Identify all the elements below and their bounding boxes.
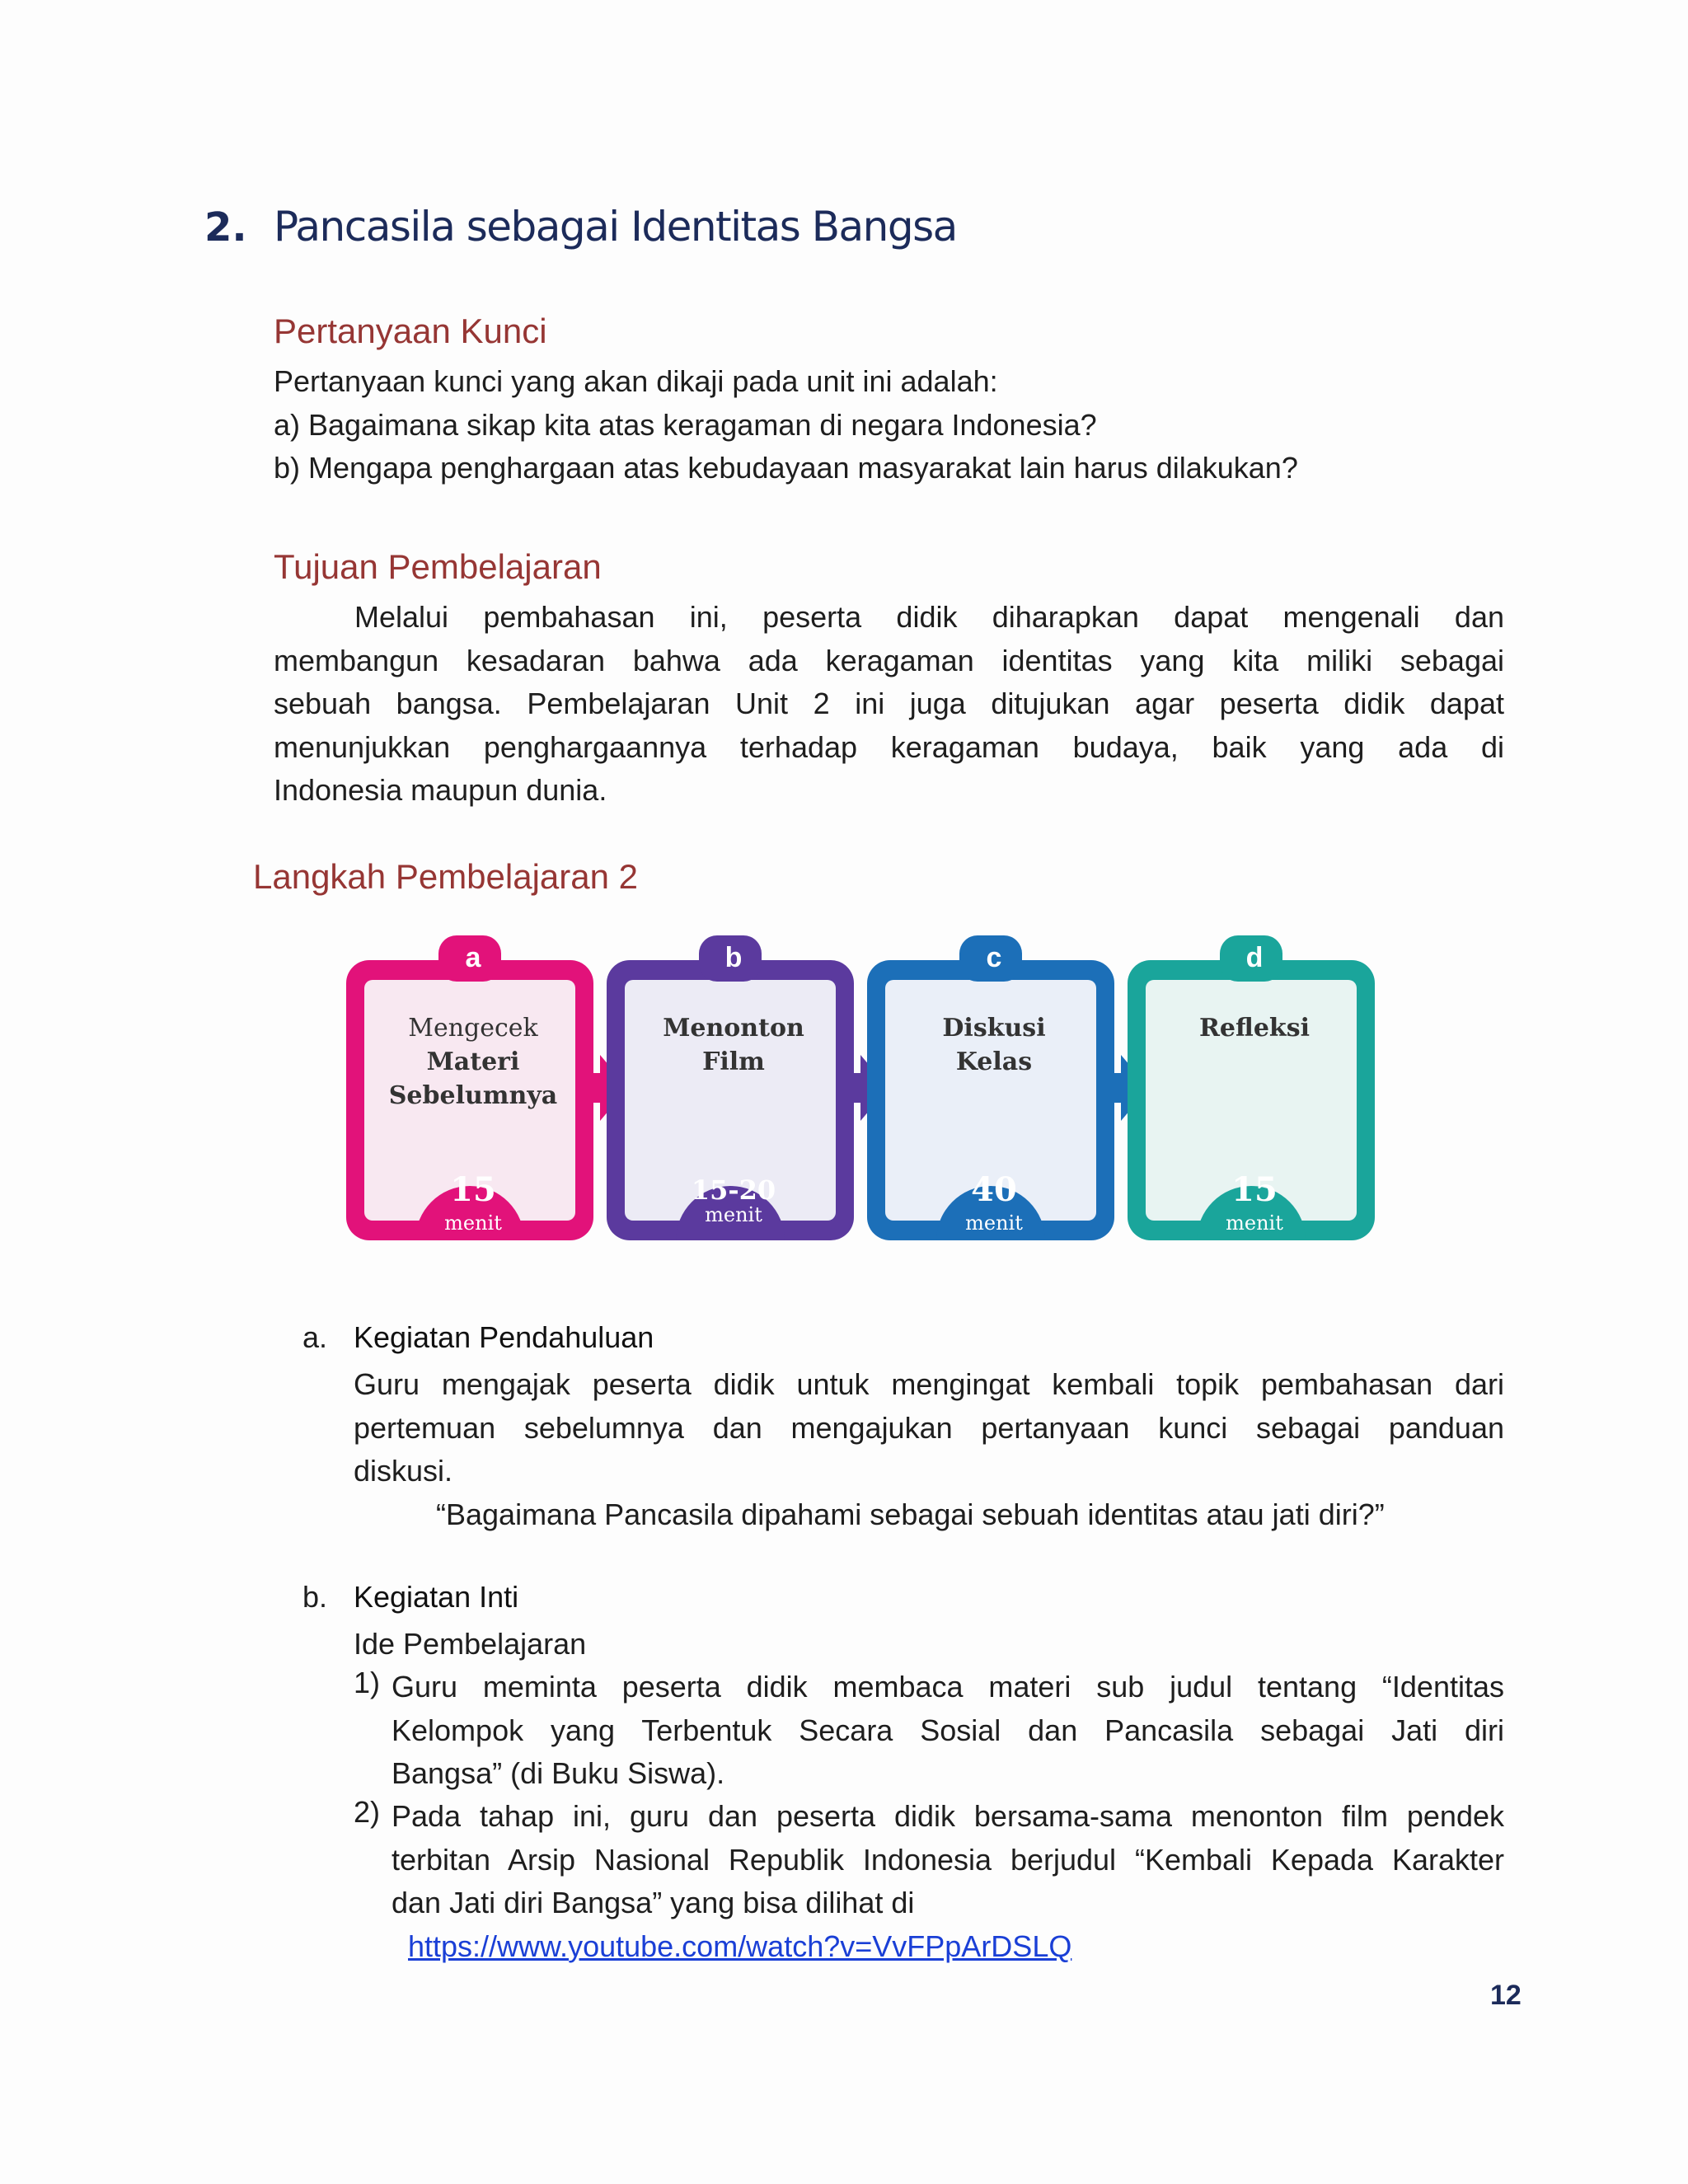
learning-goals-heading: Tujuan Pembelajaran xyxy=(274,547,602,586)
activity-title-a: Kegiatan Pendahuluan xyxy=(354,1320,654,1354)
paragraph-line: terbitan Arsip Nasional Republik Indonesia berjudul “Kembali Kepada Karakter xyxy=(392,1842,1504,1877)
paragraph-line: Kelompok yang Terbentuk Secara Sosial dan Pancasila sebagai Jati diri xyxy=(392,1713,1504,1747)
step-letter-a: a xyxy=(465,942,481,973)
learning-goals-paragraph xyxy=(274,596,1504,813)
step-duration-b: 15-20 xyxy=(691,1174,776,1206)
paragraph-line: Indonesia maupun dunia. xyxy=(274,773,607,807)
paragraph-line: Pada tahap ini, guru dan peserta didik bersama-sama menonton film pendek xyxy=(392,1799,1504,1833)
section-heading xyxy=(204,203,957,251)
key-question-quote: “Bagaimana Pancasila dipahami sebagai sebuah identitas atau jati diri?” xyxy=(436,1497,1385,1531)
activity-title-b: Kegiatan Inti xyxy=(354,1580,519,1614)
item-marker: 2) xyxy=(354,1795,381,1829)
item-marker: 1) xyxy=(354,1666,381,1699)
step-label-a: Mengecek Materi Sebelumnya xyxy=(388,1014,558,1110)
activity-b-item-1 xyxy=(392,1666,1504,1796)
paragraph-line: diskusi. xyxy=(354,1454,453,1488)
paragraph-line: Bangsa” (di Buku Siswa). xyxy=(392,1756,725,1790)
paragraph-line: membangun kesadaran bahwa ada keragaman identitas yang kita miliki sebagai xyxy=(274,643,1504,677)
step-duration-c: 40 xyxy=(971,1170,1017,1209)
step-unit-a: menit xyxy=(444,1212,502,1235)
section-title: Pancasila sebagai Identitas Bangsa xyxy=(274,203,957,251)
step-label-c: Diskusi Kelas xyxy=(942,1014,1046,1076)
activity-subtitle: Ide Pembelajaran xyxy=(354,1627,587,1661)
key-questions-heading: Pertanyaan Kunci xyxy=(274,312,547,350)
activity-marker-b: b. xyxy=(302,1580,328,1614)
step-duration-d: 15 xyxy=(1231,1170,1278,1209)
paragraph-line: menunjukkan penghargaannya terhadap keragaman budaya, baik yang ada di xyxy=(274,729,1504,764)
step-duration-a: 15 xyxy=(450,1170,496,1209)
paragraph-line: Melalui pembahasan ini, peserta didik diharapkan dapat mengenali dan xyxy=(354,600,1504,634)
paragraph-line: Guru mengajak peserta didik untuk mengingat kembali topik pembahasan dari xyxy=(354,1367,1504,1401)
step-letter-b: b xyxy=(724,942,743,973)
paragraph-line: Guru meminta peserta didik membaca materi sub judul tentang “Identitas xyxy=(392,1670,1504,1704)
step-letter-c: c xyxy=(986,942,1002,973)
step-unit-c: menit xyxy=(965,1212,1023,1235)
key-questions-body xyxy=(274,360,1504,490)
page-number: 12 xyxy=(1490,1980,1522,2011)
step-unit-d: menit xyxy=(1226,1212,1283,1235)
step-label-d: Refleksi xyxy=(1199,1014,1310,1043)
paragraph-line: sebuah bangsa. Pembelajaran Unit 2 ini juga ditujukan agar peserta didik dapat xyxy=(274,687,1504,720)
activity-a-body xyxy=(354,1363,1504,1536)
paragraph-line: pertemuan sebelumnya dan mengajukan pertanyaan kunci sebagai panduan xyxy=(354,1410,1504,1445)
learning-steps-diagram xyxy=(342,935,1409,1249)
paragraph-line: dan Jati diri Bangsa” yang bisa dilihat di xyxy=(392,1886,915,1919)
key-question-item: b) Mengapa penghargaan atas kebudayaan masyarakat lain harus dilakukan? xyxy=(274,451,1298,485)
section-number: 2. xyxy=(204,204,247,251)
activity-b-subtitle-block xyxy=(354,1623,1504,1666)
youtube-link[interactable]: https://www.youtube.com/watch?v=VvFPpArDSLQ xyxy=(408,1929,1072,1963)
steps-heading: Langkah Pembelajaran 2 xyxy=(253,857,639,896)
step-letter-d: d xyxy=(1245,942,1264,973)
activity-marker-a: a. xyxy=(302,1320,328,1354)
activity-b-item-2 xyxy=(392,1795,1504,1968)
key-questions-intro: Pertanyaan kunci yang akan dikaji pada unit ini adalah: xyxy=(274,364,998,398)
key-question-item: a) Bagaimana sikap kita atas keragaman di negara Indonesia? xyxy=(274,407,1097,442)
step-label-b: Menonton Film xyxy=(663,1014,804,1076)
step-unit-b: menit xyxy=(705,1203,762,1226)
